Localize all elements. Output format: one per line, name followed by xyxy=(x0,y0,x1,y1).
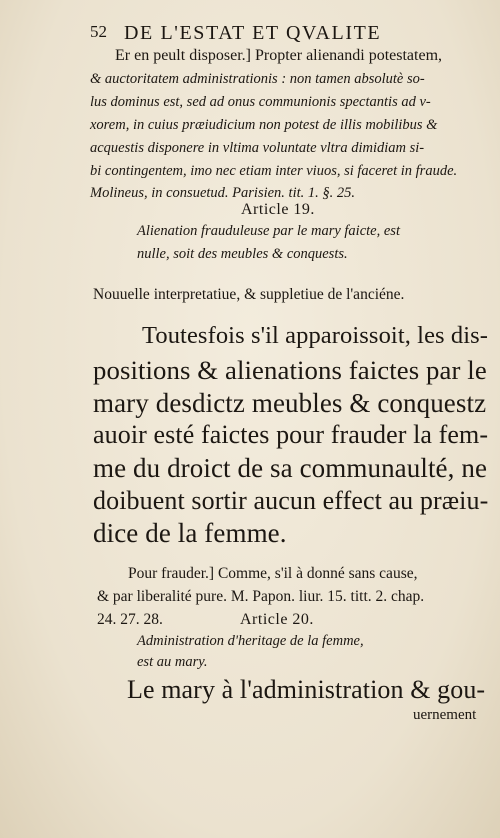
body-line: mary desdictz meubles & conquestz xyxy=(93,388,487,418)
article-title-line: Administration d'heritage de la femme, xyxy=(137,633,364,649)
body-line: dice de la femme. xyxy=(93,518,287,548)
body-line: Le mary à l'administration & gou- xyxy=(127,675,486,704)
note-line: lus dominus est, sed ad onus communionis spectantis ad v- xyxy=(90,94,431,110)
note-line: Molineus, in consuetud. Parisien. tit. 1. §. 25. xyxy=(90,185,356,201)
catchword: uernement xyxy=(413,707,477,723)
note-line: bi contingentem, imo nec etiam inter viuos, si faceret in fraude. xyxy=(90,163,458,179)
note-line: acquestis disponere in vltima voluntate vltra dimidiam si- xyxy=(90,140,425,156)
article-heading: Article 19. xyxy=(241,201,315,218)
running-title: DE L'ESTAT ET QVALITE xyxy=(124,22,382,44)
body-line: positions & alienations faictes par le xyxy=(93,355,487,385)
article-heading: Article 20. xyxy=(240,611,314,628)
page-number: 52 xyxy=(90,22,107,41)
body-line: Toutesfois s'il apparoissoit, les dis- xyxy=(142,322,489,349)
note-line: Pour frauder.] Comme, s'il à donné sans cause, xyxy=(128,565,418,582)
note-line: xorem, in cuius præiudicium non potest de illis mobilibus & xyxy=(90,117,438,133)
article-subtitle: Nouuelle interpretatiue, & suppletiue de l'anciéne. xyxy=(93,286,405,303)
note-line: & auctoritatem administrationis : non tamen absolutè so- xyxy=(90,71,425,87)
body-line: doibuent sortir aucun effect au præiu- xyxy=(93,486,489,515)
article-title-line: nulle, soit des meubles & conquests. xyxy=(137,246,348,262)
body-line: auoir esté faictes pour frauder la fem- xyxy=(93,420,489,449)
note-line: Er en peult disposer.] Propter alienandi potestatem, xyxy=(115,47,443,64)
body-line: me du droict de sa communaulté, ne xyxy=(93,453,488,483)
article-title-line: est au mary. xyxy=(137,654,208,670)
note-line: & par liberalité pure. M. Papon. liur. 15. titt. 2. chap. xyxy=(97,588,425,605)
note-line: 24. 27. 28. xyxy=(97,611,163,628)
article-title-line: Alienation frauduleuse par le mary faicte, est xyxy=(137,223,400,239)
